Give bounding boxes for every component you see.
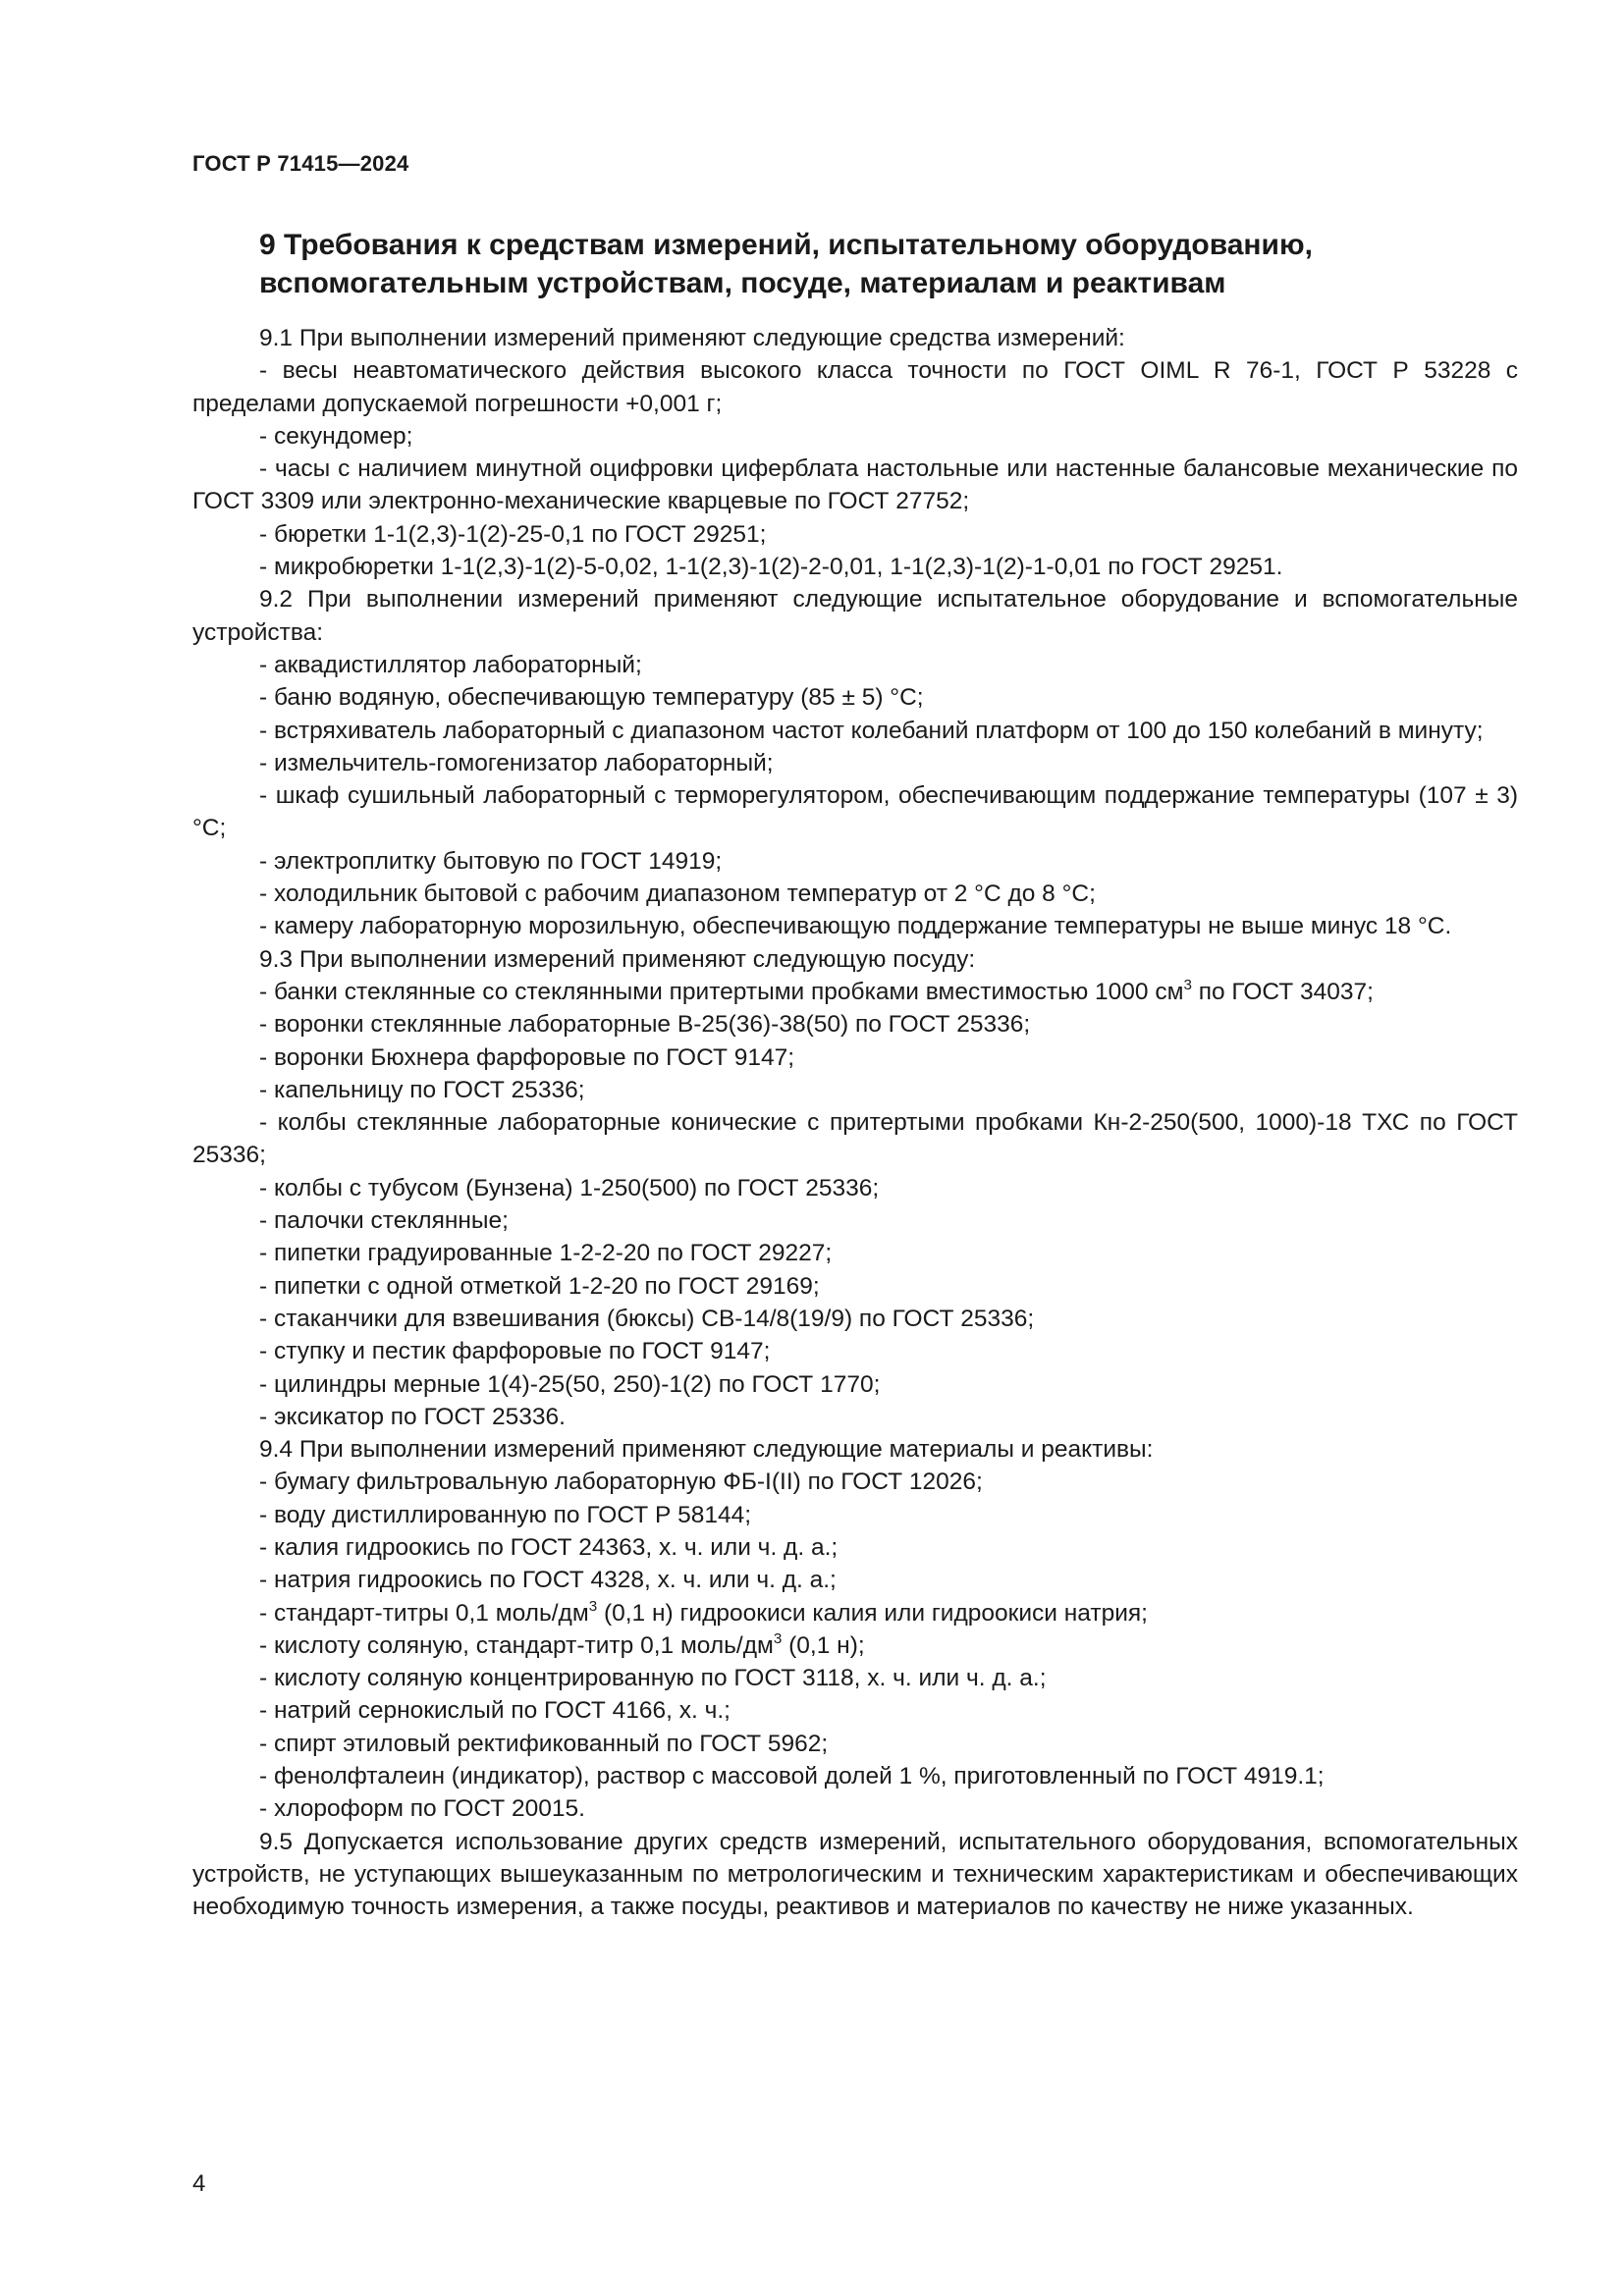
superscript: 3 xyxy=(588,1597,598,1615)
list-item: - колбы с тубусом (Бунзена) 1-250(500) по ГОСТ 25336; xyxy=(259,1174,880,1201)
list-item: - воду дистиллированную по ГОСТ Р 58144; xyxy=(259,1501,752,1528)
list-item: - весы неавтоматического действия высокого класса точности по ГОСТ OIML R 76-1, ГОСТ Р 53228 с пределами допускаемой погрешности +0,001 г; xyxy=(192,357,1518,417)
list-item: - часы с наличием минутной оцифровки циферблата настольные или настенные балансовые механические по ГОСТ 3309 или электронно-механические кварцевые по ГОСТ 27752; xyxy=(192,455,1518,515)
list-item: - кислоту соляную концентрированную по ГОСТ 3118, х. ч. или ч. д. а.; xyxy=(259,1665,1047,1692)
paragraph-9-4: 9.4 При выполнении измерений применяют следующие материалы и реактивы: xyxy=(259,1436,1154,1464)
paragraph-9-2: 9.2 При выполнении измерений применяют следующие испытательное оборудование и вспомогательные устройства: xyxy=(192,586,1518,646)
section-title-line-2: вспомогательным устройствам, посуде, материалам и реактивам xyxy=(259,267,1226,299)
list-item: - стаканчики для взвешивания (бюксы) СВ-14/8(19/9) по ГОСТ 25336; xyxy=(259,1305,1035,1332)
page-number: 4 xyxy=(192,2170,206,2197)
list-item: - встряхиватель лабораторный с диапазоном частот колебаний платформ от 100 до 150 колебаний в минуту; xyxy=(259,717,1484,744)
acid-text: - кислоту соляную, стандарт-титр 0,1 моль/дм xyxy=(259,1631,774,1659)
list-item: - камеру лабораторную морозильную, обеспечивающую поддержание температуры не выше минус 18 °С. xyxy=(259,913,1452,940)
list-item: - калия гидроокись по ГОСТ 24363, х. ч. или ч. д. а.; xyxy=(259,1533,839,1561)
list-item: - секундомер; xyxy=(259,422,413,450)
section-title-line-1: 9 Требования к средствам измерений, испытательному оборудованию, xyxy=(259,229,1313,261)
list-item: - натрий сернокислый по ГОСТ 4166, х. ч.; xyxy=(259,1697,731,1725)
list-item: - баню водяную, обеспечивающую температуру (85 ± 5) °С; xyxy=(259,684,924,712)
list-item: - эксикатор по ГОСТ 25336. xyxy=(259,1403,566,1430)
paragraph-9-5: 9.5 Допускается использование других средств измерений, испытательного оборудования, вспомогательных устройств, не уступающих вышеуказанным по метрологическим и техническим характеристикам и обеспечивающих необходимую точность измерения, а также посуды, реактивов и материалов по качеству не ниже указанных. xyxy=(192,1828,1518,1921)
list-item: - шкаф сушильный лабораторный с терморегулятором, обеспечивающим поддержание температуры (107 ± 3) °С; xyxy=(192,782,1518,842)
list-item: - микробюретки 1-1(2,3)-1(2)-5-0,02, 1-1(2,3)-1(2)-2-0,01, 1-1(2,3)-1(2)-1-0,01 по ГОСТ 29251. xyxy=(259,554,1283,581)
list-item: - спирт этиловый ректификованный по ГОСТ 5962; xyxy=(259,1730,829,1757)
list-item: - измельчитель-гомогенизатор лабораторный; xyxy=(259,749,774,776)
document-code: ГОСТ Р 71415—2024 xyxy=(192,151,409,176)
list-item-hydrochloric-acid xyxy=(192,1629,1518,1662)
list-item-jars xyxy=(192,976,1518,1008)
list-item: - хлороформ по ГОСТ 20015. xyxy=(259,1795,585,1823)
list-item: - натрия гидроокись по ГОСТ 4328, х. ч. или ч. д. а.; xyxy=(259,1567,837,1594)
list-item: - палочки стеклянные; xyxy=(259,1207,509,1235)
superscript: 3 xyxy=(1183,977,1192,994)
titr-text-end: (0,1 н) гидроокиси калия или гидроокиси натрия; xyxy=(597,1599,1148,1627)
list-item: - бюретки 1-1(2,3)-1(2)-25-0,1 по ГОСТ 29251; xyxy=(259,520,767,548)
list-item: - капельницу по ГОСТ 25336; xyxy=(259,1076,585,1103)
jars-text-end: по ГОСТ 34037; xyxy=(1191,978,1374,1005)
list-item: - холодильник бытовой с рабочим диапазоном температур от 2 °С до 8 °С; xyxy=(259,881,1096,908)
document-body xyxy=(192,322,1518,1924)
list-item: - аквадистиллятор лабораторный; xyxy=(259,651,642,678)
section-title xyxy=(259,226,1516,302)
list-item: - пипетки градуированные 1-2-2-20 по ГОСТ 29227; xyxy=(259,1240,833,1267)
list-item: - электроплитку бытовую по ГОСТ 14919; xyxy=(259,847,723,875)
list-item: - колбы стеклянные лабораторные конические с притертыми пробками Кн-2-250(500, 1000)-18 ТХС по ГОСТ 25336; xyxy=(192,1109,1518,1169)
list-item: - воронки стеклянные лабораторные В-25(36)-38(50) по ГОСТ 25336; xyxy=(259,1011,1031,1039)
list-item: - пипетки с одной отметкой 1-2-20 по ГОСТ 29169; xyxy=(259,1272,820,1300)
list-item-standard-titr xyxy=(192,1597,1518,1629)
list-item: - цилиндры мерные 1(4)-25(50, 250)-1(2) по ГОСТ 1770; xyxy=(259,1370,881,1398)
list-item: - ступку и пестик фарфоровые по ГОСТ 9147; xyxy=(259,1338,771,1365)
paragraph-9-3: 9.3 При выполнении измерений применяют следующую посуду: xyxy=(259,945,976,973)
jars-text: - банки стеклянные со стеклянными притертыми пробками вместимостью 1000 см xyxy=(259,978,1184,1005)
titr-text: - стандарт-титры 0,1 моль/дм xyxy=(259,1599,589,1627)
superscript: 3 xyxy=(773,1630,783,1648)
list-item: - фенолфталеин (индикатор), раствор с массовой долей 1 %, приготовленный по ГОСТ 4919.1; xyxy=(259,1763,1325,1790)
acid-text-end: (0,1 н); xyxy=(782,1631,865,1659)
paragraph-9-1: 9.1 При выполнении измерений применяют следующие средства измерений: xyxy=(259,325,1125,351)
list-item: - бумагу фильтровальную лабораторную ФБ-I(II) по ГОСТ 12026; xyxy=(259,1468,983,1496)
list-item: - воронки Бюхнера фарфоровые по ГОСТ 9147; xyxy=(259,1043,795,1071)
